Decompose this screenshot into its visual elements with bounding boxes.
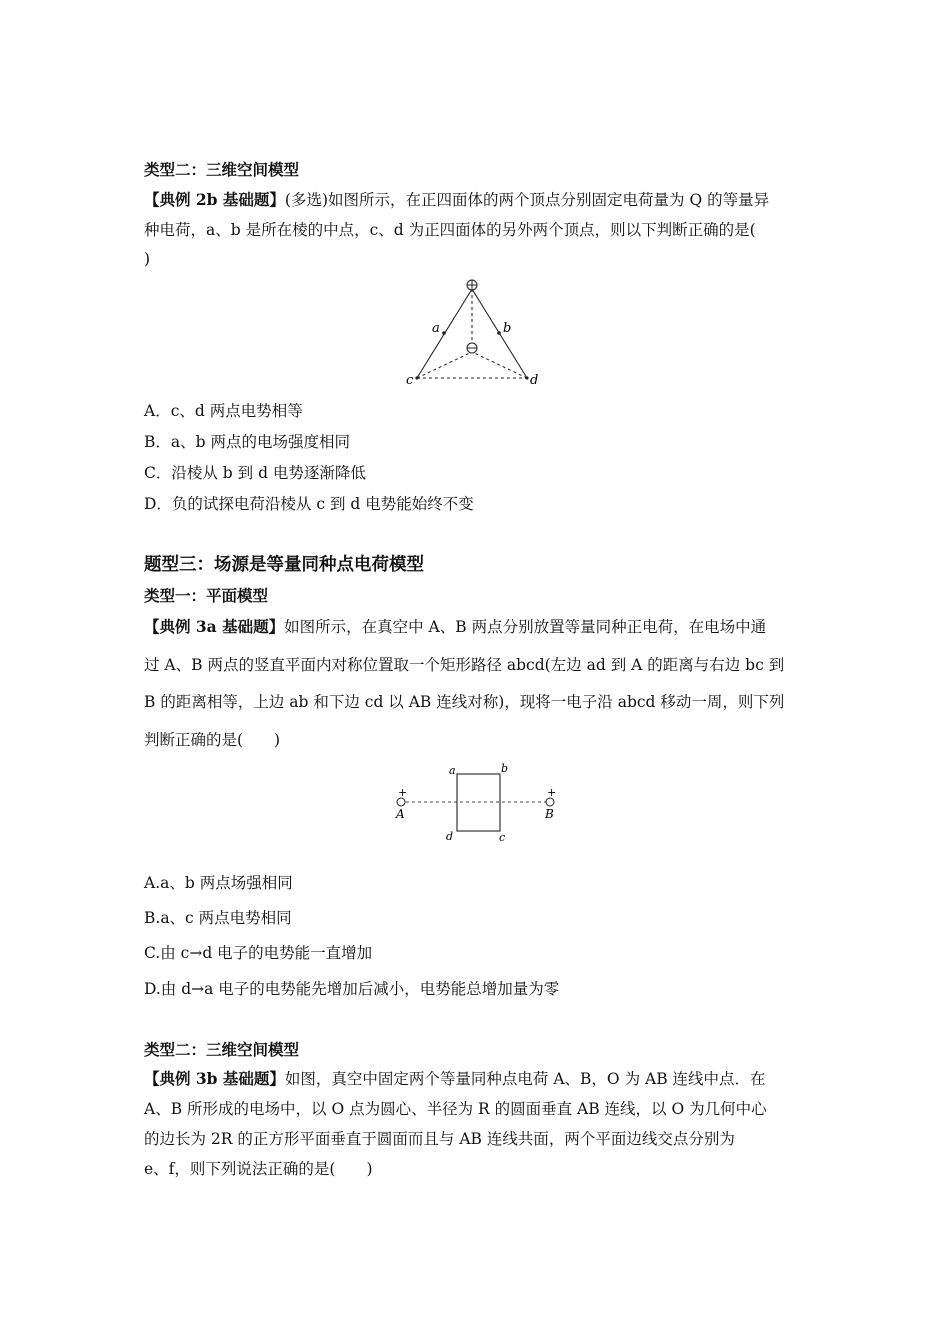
question-line: ) bbox=[144, 250, 151, 268]
section-title: 题型三：场源是等量同种点电荷模型 bbox=[144, 555, 424, 575]
rectangle-path-figure bbox=[388, 760, 568, 848]
tetrahedron-figure bbox=[400, 274, 550, 392]
question-line: e、f，则下列说法正确的是( ) bbox=[144, 1160, 373, 1178]
label-a: a bbox=[432, 321, 440, 336]
charge-a-icon bbox=[397, 798, 405, 806]
question-text: 如图，真空中固定两个等量同种点电荷 A、B，O 为 AB 连线中点．在 bbox=[284, 1070, 766, 1088]
option-c: C.由 c→d 电子的电势能一直增加 bbox=[144, 944, 373, 962]
example-tag: 【典例 2b 基础题】 bbox=[144, 190, 285, 209]
question-line: B 的距离相等，上边 ab 和下边 cd 以 AB 连线对称)，现将一电子沿 abcd 移动一周，则下列 bbox=[144, 693, 785, 711]
label-c: c bbox=[499, 831, 506, 844]
question-line: A、B 所形成的电场中，以 O 点为圆心、半径为 R 的圆面垂直 AB 连线，以 O 为几何中心 bbox=[144, 1100, 767, 1118]
label-A: A bbox=[396, 807, 405, 821]
question-text: 如图所示，在真空中 A、B 两点分别放置等量同种正电荷，在电场中通 bbox=[284, 618, 767, 636]
question-line bbox=[144, 190, 808, 210]
question-text: (多选)如图所示，在正四面体的两个顶点分别固定电荷量为 Q 的等量异 bbox=[284, 191, 770, 209]
plus-sign: + bbox=[547, 786, 557, 799]
label-a: a bbox=[449, 764, 456, 777]
option-b: B.a、c 两点电势相同 bbox=[144, 909, 292, 927]
example-tag: 【典例 3b 基础题】 bbox=[144, 1069, 285, 1088]
question-line: 的边长为 2R 的正方形平面垂直于圆面而且与 AB 连线共面，两个平面边线交点分别为 bbox=[144, 1130, 735, 1148]
section-subtitle: 类型一：平面模型 bbox=[144, 586, 269, 605]
example-tag: 【典例 3a 基础题】 bbox=[144, 617, 285, 636]
charge-b-icon bbox=[546, 798, 554, 806]
option-c: C．沿棱从 b 到 d 电势逐渐降低 bbox=[144, 464, 366, 482]
option-a: A.a、b 两点场强相同 bbox=[144, 874, 293, 892]
label-c: c bbox=[406, 373, 414, 388]
question-line bbox=[144, 1069, 808, 1089]
question-line bbox=[144, 617, 808, 637]
label-B: B bbox=[545, 807, 554, 821]
section-subtitle: 类型二：三维空间模型 bbox=[144, 1040, 300, 1059]
option-d: D.由 d→a 电子的电势能先增加后减小，电势能总增加量为零 bbox=[144, 980, 560, 998]
question-line: 判断正确的是( ) bbox=[144, 731, 281, 749]
label-d: d bbox=[446, 830, 454, 843]
option-a: A．c、d 两点电势相等 bbox=[144, 402, 303, 420]
section-subtitle: 类型二：三维空间模型 bbox=[144, 160, 300, 179]
plus-sign: + bbox=[398, 786, 408, 799]
question-line: 过 A、B 两点的竖直平面内对称位置取一个矩形路径 abcd(左边 ad 到 A 的距离与右边 bc 到 bbox=[144, 656, 785, 674]
label-b: b bbox=[503, 321, 512, 336]
label-d: d bbox=[530, 373, 539, 388]
question-line: 种电荷，a、b 是所在棱的中点，c、d 为正四面体的另外两个顶点，则以下判断正确的是( bbox=[144, 221, 756, 239]
option-b: B．a、b 两点的电场强度相同 bbox=[144, 433, 350, 451]
option-d: D．负的试探电荷沿棱从 c 到 d 电势能始终不变 bbox=[144, 495, 474, 513]
label-b: b bbox=[501, 762, 509, 775]
